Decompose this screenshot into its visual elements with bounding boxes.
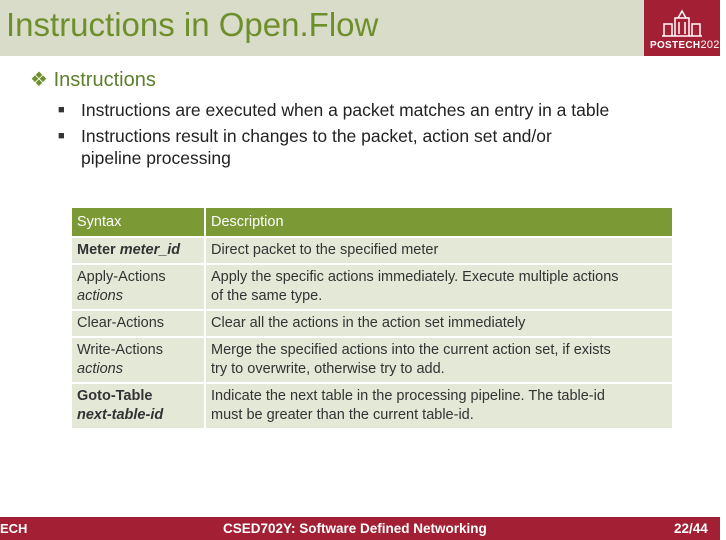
syntax-keyword: Goto-Table xyxy=(77,388,153,404)
table-row xyxy=(72,384,672,428)
page-number: 22/44 xyxy=(674,521,708,536)
square-bullet-icon: ■ xyxy=(58,104,65,116)
instructions-table xyxy=(70,206,674,430)
heading-bullet xyxy=(30,67,156,92)
table-header-row xyxy=(72,208,672,236)
sub-bullet-text: Instructions are executed when a packet matches an entry in a table xyxy=(81,100,610,120)
university-building-logo-icon xyxy=(660,8,704,38)
description-cell xyxy=(206,338,672,382)
footer-left-text: ECH xyxy=(0,521,28,536)
heading-text: Instructions xyxy=(53,69,156,91)
description-cell xyxy=(206,265,672,309)
description-line: of the same type. xyxy=(211,288,323,304)
syntax-arg: actions xyxy=(77,288,123,304)
description-cell xyxy=(206,311,672,336)
table-row xyxy=(72,338,672,382)
syntax-arg: meter_id xyxy=(119,242,181,258)
header-description: Description xyxy=(206,208,672,236)
table-row xyxy=(72,265,672,309)
sub-bullet-text: Instructions result in changes to the packet, action set and/or xyxy=(81,126,552,146)
sub-bullet-text-cont: pipeline processing xyxy=(81,148,231,168)
syntax-arg: actions xyxy=(77,361,123,377)
header-syntax: Syntax xyxy=(72,208,204,236)
syntax-keyword: Meter xyxy=(77,242,116,258)
description-line: try to overwrite, otherwise try to add. xyxy=(211,361,445,377)
postech-logo xyxy=(644,0,726,56)
syntax-keyword: Write-Actions xyxy=(77,342,163,358)
description-line: Merge the specified actions into the current action set, if exists xyxy=(211,342,611,358)
syntax-keyword: Apply-Actions xyxy=(77,269,166,285)
logo-name: POSTECH xyxy=(650,40,701,51)
table-row xyxy=(72,238,672,263)
diamond-bullet-icon: ❖ xyxy=(30,69,48,91)
description-line: Clear all the actions in the action set immediately xyxy=(211,315,526,331)
description-line: must be greater than the current table-id. xyxy=(211,407,474,423)
logo-text xyxy=(650,39,726,51)
syntax-cell xyxy=(72,311,204,336)
syntax-cell xyxy=(72,238,204,263)
description-line: Indicate the next table in the processing pipeline. The table-id xyxy=(211,388,605,404)
syntax-cell xyxy=(72,338,204,382)
description-cell xyxy=(206,384,672,428)
description-line: Direct packet to the specified meter xyxy=(211,242,439,258)
slide-title: Instructions in Open.Flow xyxy=(6,6,379,43)
description-line: Apply the specific actions immediately. Execute multiple actions xyxy=(211,269,619,285)
square-bullet-icon: ■ xyxy=(58,130,65,142)
footer-bar xyxy=(0,517,720,540)
logo-year: 2020 xyxy=(700,39,726,51)
table-row xyxy=(72,311,672,336)
course-title: CSED702Y: Software Defined Networking xyxy=(223,521,487,536)
syntax-arg: next-table-id xyxy=(77,407,164,423)
syntax-keyword: Clear-Actions xyxy=(77,315,165,331)
title-bar xyxy=(0,0,726,56)
description-cell xyxy=(206,238,672,263)
syntax-cell xyxy=(72,265,204,309)
syntax-cell xyxy=(72,384,204,428)
